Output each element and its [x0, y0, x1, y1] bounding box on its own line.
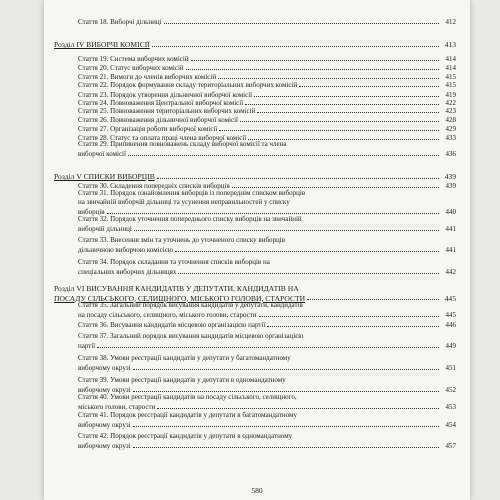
toc-page-number: 454 — [445, 421, 456, 430]
toc-article — [78, 106, 456, 115]
dot-leader — [164, 23, 439, 24]
toc-section — [54, 285, 456, 302]
toc-article — [78, 115, 456, 124]
toc-entry-text: Стаття 19. Система виборчих комісій — [78, 54, 189, 63]
dot-leader — [307, 299, 439, 300]
toc-entry-text: виборчому окрузі — [78, 421, 131, 430]
toc-article — [78, 237, 456, 254]
dot-leader — [157, 408, 439, 409]
toc-page-number: 439 — [445, 181, 456, 190]
toc-page-number: 436 — [445, 150, 456, 159]
toc-entry-last-line — [78, 115, 440, 124]
toc-entry-last-line — [78, 320, 440, 329]
dot-leader — [128, 155, 439, 156]
toc-page-number: 413 — [444, 40, 456, 49]
toc-page-number: 439 — [444, 172, 456, 181]
toc-entry-text: Розділ VI ВИСУВАННЯ КАНДИДАТІВ У ДЕПУТАТИ, КАНДИДАТІВ НА — [54, 284, 299, 293]
toc-entry-last-line — [78, 246, 440, 255]
toc-entry-text: Стаття 34. Порядок складання та уточнення списків виборців на — [78, 258, 270, 266]
toc-article — [78, 394, 456, 411]
toc-entry-text: Стаття 27. Організація роботи виборчої комісії — [78, 124, 218, 133]
toc-page-number: 445 — [444, 293, 456, 303]
toc-page-number: 449 — [445, 342, 456, 351]
dot-leader — [245, 104, 439, 105]
dot-leader — [219, 130, 439, 131]
toc-entry-last-line — [78, 421, 440, 430]
toc-entry-text: Стаття 35. Загальний порядок висування кандидатів у депутати, кандидатів — [78, 301, 303, 309]
toc-article — [78, 124, 456, 133]
toc-entry-text: виборчому окрузі — [78, 386, 131, 395]
dot-leader — [175, 251, 439, 252]
dot-leader — [267, 326, 439, 327]
toc-entry-last-line — [78, 442, 440, 451]
dot-leader — [134, 230, 439, 231]
toc-entry-last-line — [78, 124, 440, 133]
toc-entry-text: Стаття 38. Умови реєстрації кандидатів у депутати у багатомандатному — [78, 354, 291, 362]
toc-entry-text: дільничною виборчою комісією — [78, 246, 173, 255]
toc-entry-text: спеціальних виборчих дільницях — [78, 268, 177, 277]
toc-entry-text: виборчій дільниці — [78, 225, 132, 234]
toc-article — [78, 412, 456, 429]
dot-leader — [240, 121, 439, 122]
toc-entry-text: партії — [78, 342, 96, 351]
toc-page-number: 429 — [445, 124, 456, 133]
toc-page-number: 445 — [445, 311, 456, 320]
toc-entry-text: Стаття 31. Порядок ознайомлення виборців із попереднім списком виборців — [78, 189, 306, 197]
toc-article — [78, 80, 456, 89]
toc-entry-last-line — [78, 311, 440, 320]
toc-entry-last-line — [78, 17, 440, 26]
dot-leader — [107, 213, 439, 214]
toc-entry-text: Стаття 36. Висування кандидатів місцевою організацією партії — [78, 320, 266, 329]
toc-article — [78, 333, 456, 350]
toc-page-number: 452 — [445, 386, 456, 395]
toc-entry-text: Стаття 21. Вимоги до членів виборчих комісій — [78, 72, 217, 81]
toc-article — [78, 54, 456, 63]
toc-article — [78, 141, 456, 158]
toc-page-number: 423 — [445, 106, 456, 115]
toc-page-number: 441 — [445, 225, 456, 234]
toc-entry-text: Стаття 23. Порядок утворення дільничної виборчої комісії — [78, 90, 253, 99]
toc-entry-text: Стаття 26. Повноваження дільничної виборчої комісії — [78, 115, 238, 124]
toc-entry-text: Стаття 24. Повноваження Центральної виборчої комісії — [78, 98, 244, 107]
toc-page-number: 442 — [445, 268, 456, 277]
toc-entry-text: міського голови, старости — [78, 403, 156, 412]
toc-page-number: 428 — [445, 115, 456, 124]
toc-entry-text: виборчому окрузі — [78, 442, 131, 451]
toc-entry-text: Стаття 30. Складення попередніх списків виборців — [78, 181, 230, 190]
toc-article — [78, 17, 456, 26]
toc-page-number: 433 — [445, 133, 456, 142]
toc-page-number: 414 — [445, 54, 456, 63]
toc-entry-text: Стаття 20. Статус виборчих комісій — [78, 63, 184, 72]
book-page — [44, 0, 470, 500]
dot-leader — [97, 347, 439, 348]
toc-entry-last-line — [78, 63, 440, 72]
toc-entry-last-line — [78, 364, 440, 373]
dot-leader — [133, 426, 439, 427]
toc-entry-text: виборців — [78, 207, 105, 216]
toc-article — [78, 355, 456, 372]
toc-entry-text: Стаття 33. Внесення змін та уточнень до уточненого списку виборців — [78, 236, 286, 244]
toc-page-number: 415 — [445, 72, 456, 81]
toc-entry-last-line — [78, 342, 440, 351]
toc-article — [78, 216, 456, 233]
toc-entry-text: Стаття 28. Статус та оплата праці члена виборчої комісії — [78, 133, 247, 142]
toc-entry-text: виборчому окрузі — [78, 364, 131, 373]
dot-leader — [254, 96, 439, 97]
toc-section — [54, 172, 456, 181]
toc-article — [78, 377, 456, 394]
toc-entry-text: Стаття 22. Порядок формування складу територіальних виборчих комісій — [78, 80, 298, 89]
toc-entry-text: виборчої комісії — [78, 150, 126, 159]
dot-leader — [133, 447, 439, 448]
toc-article — [78, 433, 456, 450]
toc-page-number: 415 — [445, 80, 456, 89]
toc-entry-text: Стаття 25. Повноваження територіальних виборчих комісій — [78, 106, 256, 115]
dot-leader — [191, 60, 439, 61]
dot-leader — [186, 69, 439, 70]
toc-entry-text: Стаття 39. Умови реєстрації кандидатів у депутати в одномандатному — [78, 376, 286, 384]
toc-page-number: 440 — [445, 207, 456, 216]
toc-entry-last-line — [78, 403, 440, 412]
dot-leader — [257, 112, 439, 113]
toc-page-number: 412 — [445, 17, 456, 26]
toc-entry-last-line — [54, 40, 440, 49]
toc-entry-text: Стаття 42. Порядок реєстрації кандидатів у депутати в одномандатному — [78, 432, 293, 440]
toc-entry-text: на звичайній виборчій дільниці та усунення неправильностей у списку — [78, 197, 290, 206]
dot-leader — [232, 187, 439, 188]
toc-entry-last-line — [78, 268, 440, 277]
toc-entry-text: Стаття 32. Порядок уточнення попереднього списку виборців на звичайній — [78, 215, 302, 223]
toc-entry-text: Стаття 40. Умови реєстрації кандидатів на посаду сільського, селищного, — [78, 393, 297, 401]
toc-page-number: 453 — [445, 403, 456, 412]
dot-leader — [152, 46, 439, 47]
toc-entry-last-line — [78, 225, 440, 234]
toc-page-number: 419 — [445, 90, 456, 99]
toc-entry-text: Стаття 29. Припинення повноважень складу виборчої комісії та члена — [78, 140, 287, 148]
toc-entry-last-line — [78, 54, 440, 63]
dot-leader — [218, 78, 439, 79]
dot-leader — [299, 86, 439, 87]
toc-entry-text: Стаття 37. Загальний порядок висування кандидатів місцевою організацією — [78, 332, 304, 340]
dot-leader — [178, 273, 439, 274]
toc-section — [54, 40, 456, 49]
toc-entry-last-line — [78, 150, 440, 159]
toc-entry-text: Стаття 18. Виборчі дільниці — [78, 17, 162, 26]
toc-article — [78, 190, 456, 216]
toc-page-number: 422 — [445, 98, 456, 107]
toc-page-number: 441 — [445, 246, 456, 255]
toc-page-number: 457 — [445, 442, 456, 451]
toc-entry-text: Стаття 41. Порядок реєстрації кандидатів у депутати в багатомандатному — [78, 411, 297, 419]
toc-article — [78, 63, 456, 72]
dot-leader — [157, 178, 439, 179]
toc-page-number: 414 — [445, 63, 456, 72]
toc-article — [78, 259, 456, 276]
dot-leader — [133, 369, 439, 370]
page-number: 580 — [251, 486, 263, 495]
toc-entry-last-line — [78, 106, 440, 115]
toc-article — [78, 302, 456, 319]
toc-page-number: 451 — [445, 364, 456, 373]
toc-article — [78, 320, 456, 329]
toc-entry-text: на посаду сільського, селищного, міського голови, старости — [78, 311, 257, 320]
toc-entry-text: Розділ V СПИСКИ ВИБОРЦІВ — [54, 172, 155, 181]
toc-entry-last-line — [78, 80, 440, 89]
toc-page-number: 446 — [445, 320, 456, 329]
toc-entry-last-line — [54, 172, 440, 181]
dot-leader — [259, 316, 439, 317]
toc-entry-text: Розділ IV ВИБОРЧІ КОМІСІЇ — [54, 40, 150, 49]
toc-entry-text: ПОСАДУ СІЛЬСЬКОГО, СЕЛИЩНОГО, МІСЬКОГО ГОЛОВИ, СТАРОСТИ — [54, 293, 306, 303]
